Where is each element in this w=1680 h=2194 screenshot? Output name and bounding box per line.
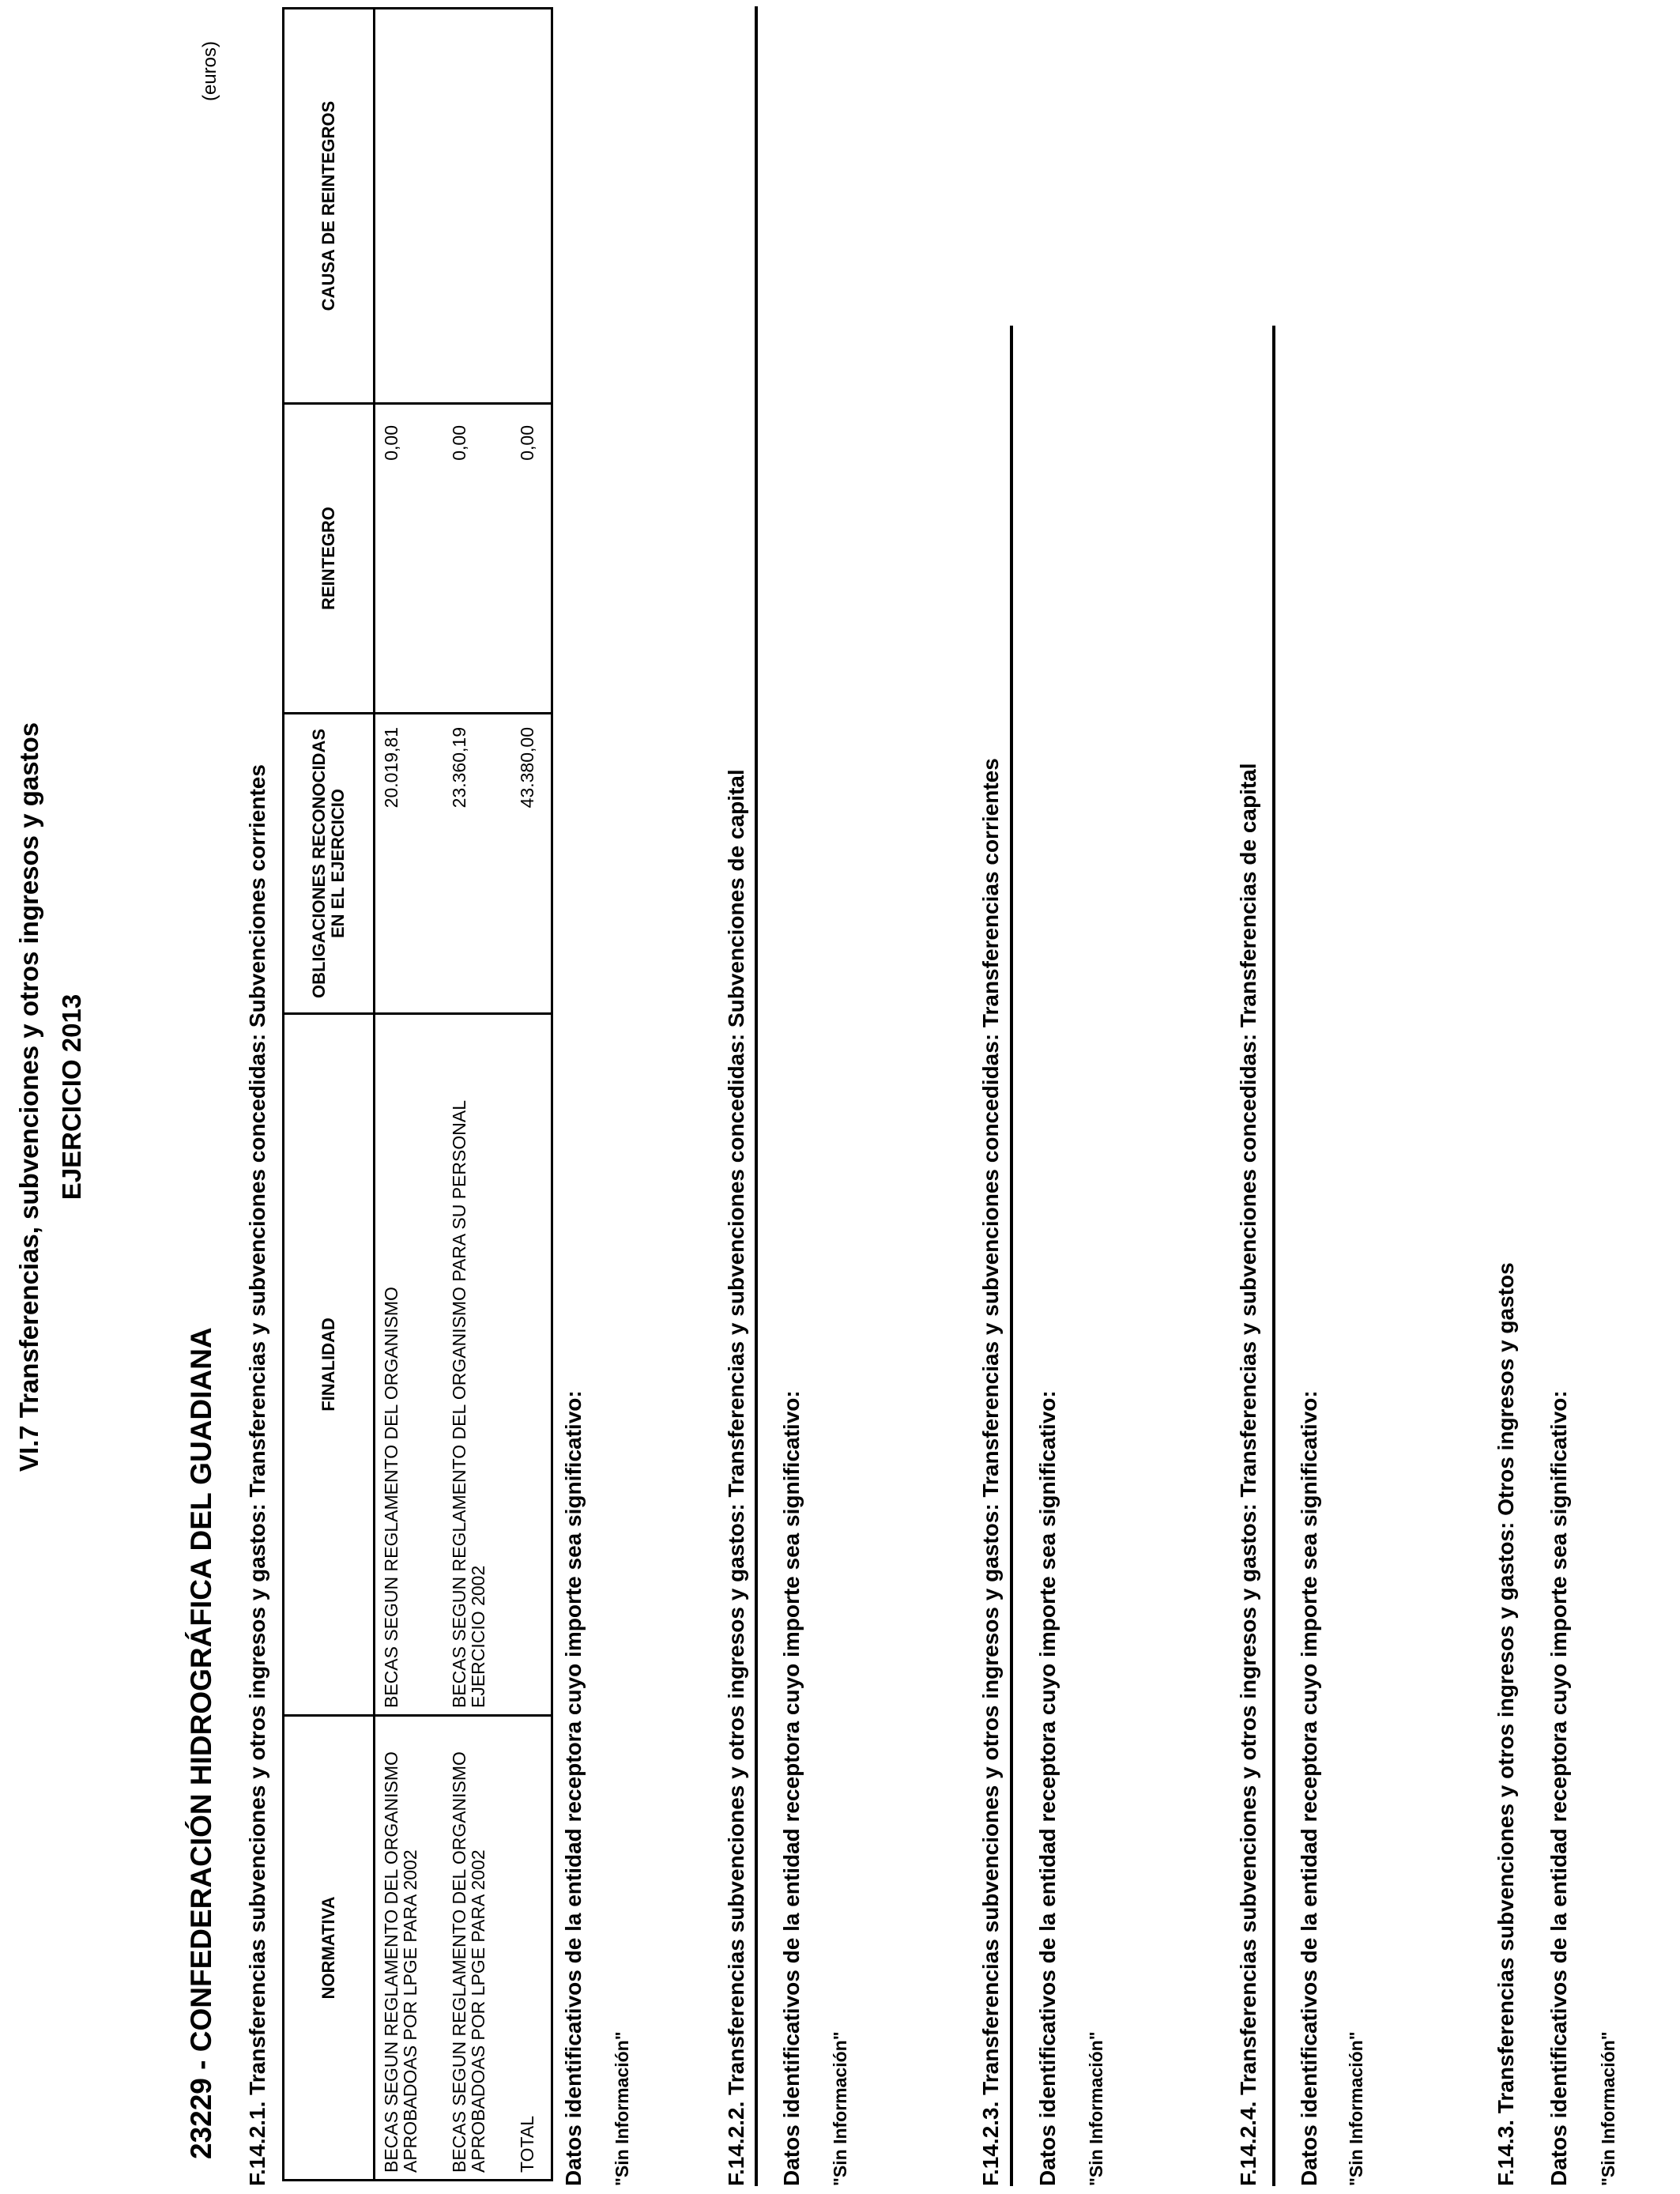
header-normativa: NORMATIVA (284, 1716, 375, 2181)
cell-causa-empty (511, 9, 552, 404)
table-row (443, 9, 511, 2181)
datos-label-f14-2-3: Datos identificativos de la entidad receptora cuyo importe sea significativo: (1035, 1390, 1060, 2186)
report-subtitle: EJERCICIO 2013 (57, 993, 86, 1201)
cell-reintegro: 0,00 (375, 404, 444, 714)
section-divider (1272, 326, 1275, 2186)
header-reintegro: REINTEGRO (284, 404, 375, 714)
currency-note: (euros) (199, 40, 220, 101)
section-divider (1010, 326, 1013, 2186)
datos-label-f14-2-4: Datos identificativos de la entidad receptora cuyo importe sea significativo: (1297, 1390, 1321, 2186)
table-row (375, 9, 444, 2181)
section-title-f14-3: F.14.3. Transferencias subvenciones y otros ingresos y gastos: Otros ingresos y gastos (1494, 1262, 1518, 2186)
datos-label-f14-2-1: Datos identificativos de la entidad receptora cuyo importe sea significativo: (561, 1390, 586, 2186)
total-obligaciones: 43.380,00 (511, 714, 552, 1014)
cell-finalidad: BECAS SEGUN REGLAMENTO DEL ORGANISMO PARA SU PERSONAL EJERCICIO 2002 (443, 1014, 511, 1716)
subvenciones-corrientes-table (282, 7, 553, 2181)
section-title-f14-2-3: F.14.2.3. Transferencias subvenciones y otros ingresos y gastos: Transferencias y subvenciones concedidas: Transferencias corrientes (978, 758, 1003, 2186)
cell-obligaciones: 20.019,81 (375, 714, 444, 1014)
cell-finalidad-empty (511, 1014, 552, 1716)
sin-informacion-f14-2-4: "Sin Información" (1346, 2031, 1366, 2186)
table-total-row (511, 9, 552, 2181)
header-causa-reintegros: CAUSA DE REINTEGROS (284, 9, 375, 404)
total-reintegro: 0,00 (511, 404, 552, 714)
section-title-f14-2-2: F.14.2.2. Transferencias subvenciones y otros ingresos y gastos: Transferencias y subvenciones concedidas: Subvenciones de capital (724, 769, 748, 2186)
cell-normativa: BECAS SEGUN REGLAMENTO DEL ORGANISMO APROBADOAS POR LPGE PARA 2002 (443, 1716, 511, 2181)
report-title: VI.7 Transferencias, subvenciones y otros ingresos y gastos (14, 722, 43, 1472)
section-title-f14-2-4: F.14.2.4. Transferencias subvenciones y otros ingresos y gastos: Transferencias y subvenciones concedidas: Transferencias de capital (1236, 763, 1260, 2186)
cell-reintegro: 0,00 (443, 404, 511, 714)
header-obligaciones: OBLIGACIONES RECONOCIDAS EN EL EJERCICIO (284, 714, 375, 1014)
sin-informacion-f14-2-2: "Sin Información" (830, 2031, 850, 2186)
sin-informacion-f14-2-3: "Sin Información" (1086, 2031, 1106, 2186)
cell-obligaciones: 23.360,19 (443, 714, 511, 1014)
cell-causa (443, 9, 511, 404)
section-title-f14-2-1: F.14.2.1. Transferencias subvenciones y otros ingresos y gastos: Transferencias y subvenciones concedidas: Subvenciones corrientes (245, 764, 269, 2186)
cell-finalidad: BECAS SEGUN REGLAMENTO DEL ORGANISMO (375, 1014, 444, 1716)
datos-label-f14-2-2: Datos identificativos de la entidad receptora cuyo importe sea significativo: (779, 1390, 804, 2186)
header-finalidad: FINALIDAD (284, 1014, 375, 1716)
sin-informacion-f14-2-1: "Sin Información" (612, 2031, 632, 2186)
sin-informacion-f14-3: "Sin Información" (1598, 2031, 1618, 2186)
datos-label-f14-3: Datos identificativos de la entidad receptora cuyo importe sea significativo: (1546, 1390, 1571, 2186)
table-header-row (284, 9, 375, 2181)
total-label: TOTAL (511, 1716, 552, 2181)
organization-heading: 23229 - CONFEDERACIÓN HIDROGRÁFICA DEL GUADIANA (185, 1327, 217, 2159)
cell-normativa: BECAS SEGUN REGLAMENTO DEL ORGANISMO APROBADOAS POR LPGE PARA 2002 (375, 1716, 444, 2181)
section-divider (755, 6, 758, 2186)
cell-causa (375, 9, 444, 404)
